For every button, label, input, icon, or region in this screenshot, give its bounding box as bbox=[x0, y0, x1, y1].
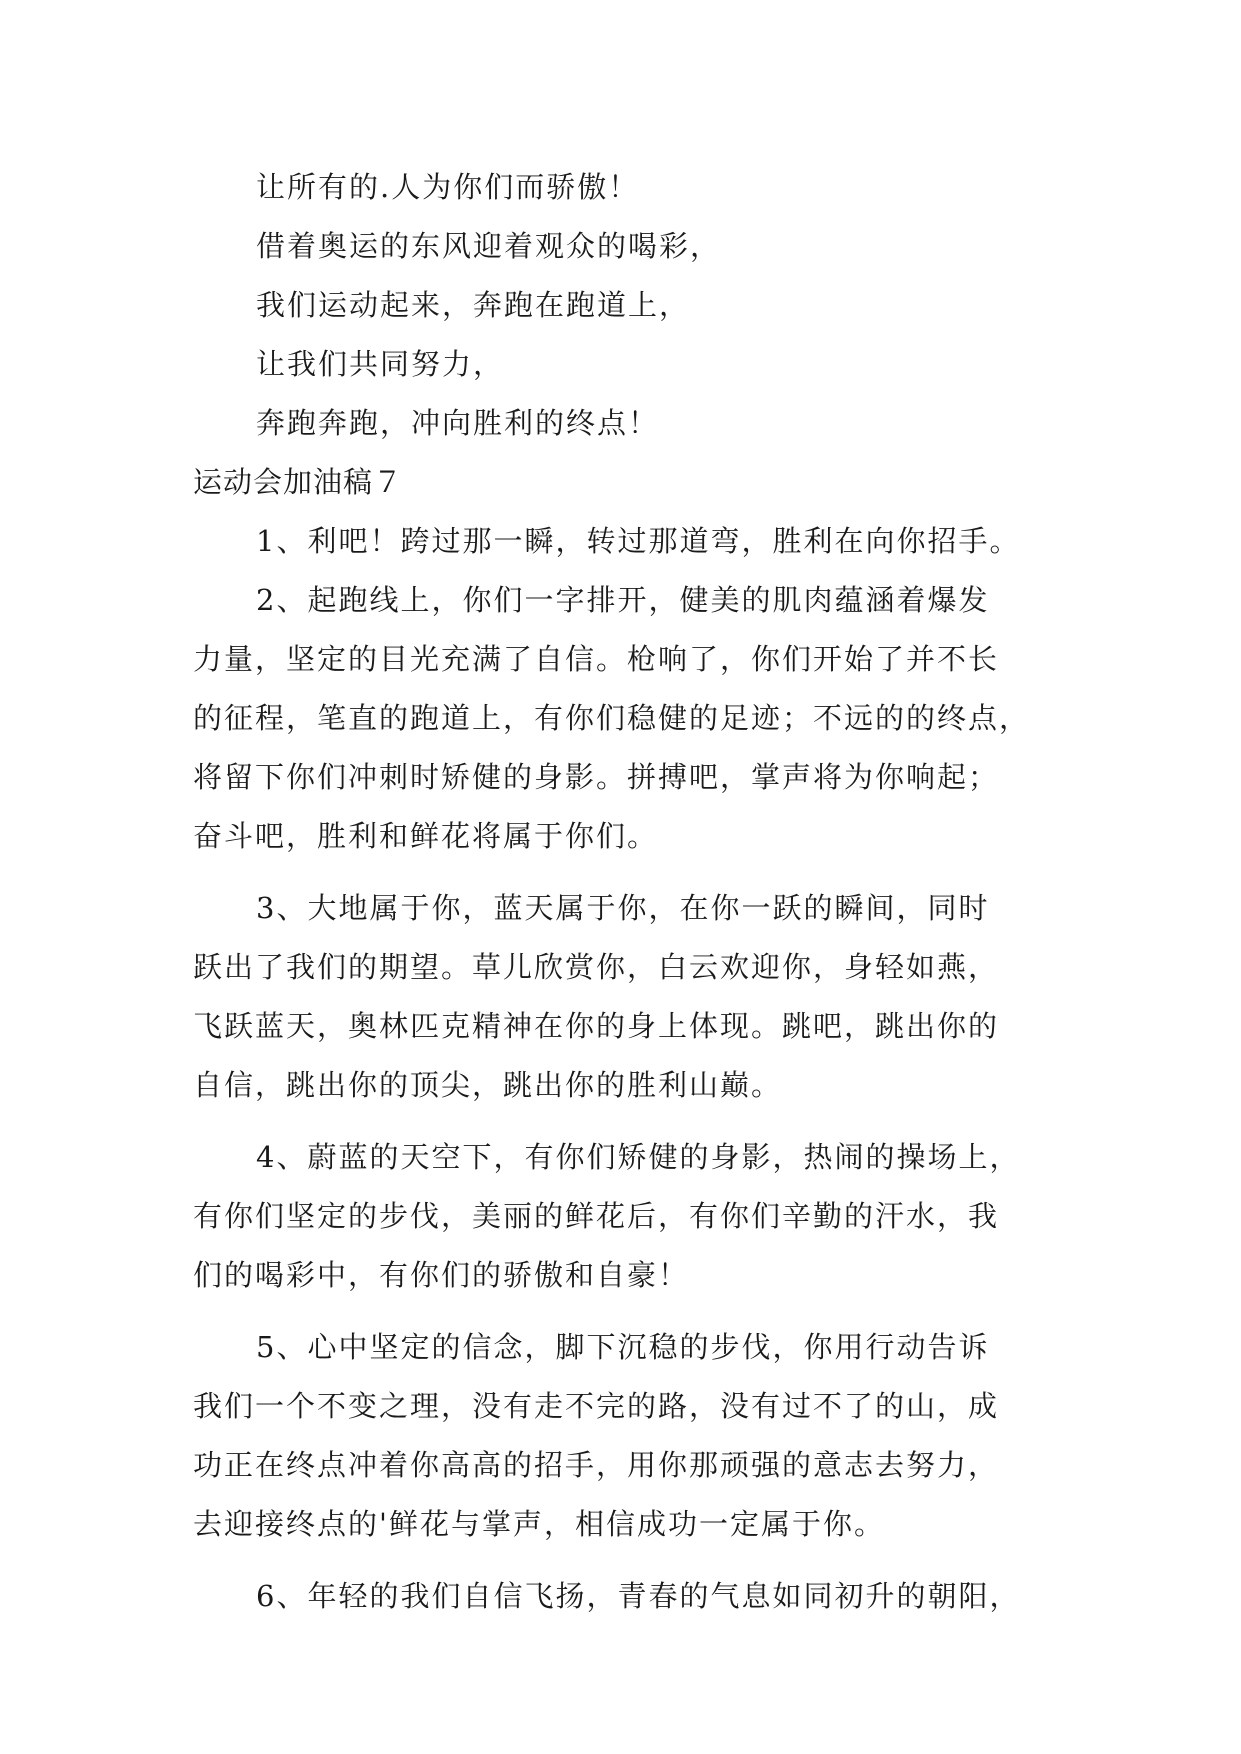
paragraph-line: 飞跃蓝天，奥林匹克精神在你的身上体现。跳吧，跳出你的 bbox=[193, 1009, 1000, 1043]
poem-line: 让我们共同努力， bbox=[256, 347, 505, 381]
paragraph-line: 6、年轻的我们自信飞扬，青春的气息如同初升的朝阳， bbox=[256, 1579, 1021, 1613]
paragraph-line: 3、大地属于你，蓝天属于你，在你一跃的瞬间，同时 bbox=[256, 891, 990, 925]
section-title: 运动会加油稿７ bbox=[193, 465, 404, 499]
poem-stanza bbox=[193, 158, 1073, 453]
paragraph-line: 我们一个不变之理，没有走不完的路，没有过不了的山，成 bbox=[193, 1389, 1000, 1423]
paragraph-gap bbox=[193, 1115, 1073, 1128]
paragraph-1 bbox=[193, 512, 1073, 571]
paragraph-4 bbox=[193, 1128, 1073, 1305]
paragraph-2 bbox=[193, 571, 1073, 866]
paragraph-line: 有你们坚定的步伐，美丽的鲜花后，有你们辛勤的汗水，我 bbox=[193, 1199, 1000, 1233]
paragraph-gap bbox=[193, 1305, 1073, 1318]
paragraph-line: 的征程，笔直的跑道上，有你们稳健的足迹；不远的的终点， bbox=[193, 701, 1031, 735]
paragraph-line: 功正在终点冲着你高高的招手，用你那顽强的意志去努力， bbox=[193, 1448, 1000, 1482]
document-body bbox=[193, 158, 1073, 1626]
paragraph-line: 去迎接终点的'鲜花与掌声，相信成功一定属于你。 bbox=[193, 1507, 885, 1541]
paragraph-line: 奋斗吧，胜利和鲜花将属于你们。 bbox=[193, 819, 659, 853]
paragraph-line: 2、起跑线上，你们一字排开，健美的肌肉蕴涵着爆发 bbox=[256, 583, 990, 617]
poem-line: 借着奥运的东风迎着观众的喝彩， bbox=[256, 229, 722, 263]
paragraph-line: 将留下你们冲刺时矫健的身影。拼搏吧，掌声将为你响起； bbox=[193, 760, 1000, 794]
paragraph-line: 自信，跳出你的顶尖，跳出你的胜利山巅。 bbox=[193, 1068, 783, 1102]
paragraph-line: 4、蔚蓝的天空下，有你们矫健的身影，热闹的操场上， bbox=[256, 1140, 1021, 1174]
paragraph-3 bbox=[193, 879, 1073, 1115]
paragraph-line: 们的喝彩中，有你们的骄傲和自豪！ bbox=[193, 1258, 690, 1292]
paragraph-gap bbox=[193, 1554, 1073, 1567]
paragraph-line: 5、心中坚定的信念，脚下沉稳的步伐，你用行动告诉 bbox=[256, 1330, 990, 1364]
paragraph-5 bbox=[193, 1318, 1073, 1554]
paragraph-6 bbox=[193, 1567, 1073, 1626]
poem-line: 让所有的.人为你们而骄傲！ bbox=[256, 170, 640, 204]
paragraph-gap bbox=[193, 866, 1073, 879]
poem-line: 奔跑奔跑，冲向胜利的终点！ bbox=[256, 406, 660, 440]
paragraph-line: 跃出了我们的期望。草儿欣赏你，白云欢迎你，身轻如燕， bbox=[193, 950, 1000, 984]
paragraph-line: 1、利吧！跨过那一瞬，转过那道弯，胜利在向你招手。 bbox=[256, 524, 1021, 558]
paragraph-line: 力量，坚定的目光充满了自信。枪响了，你们开始了并不长 bbox=[193, 642, 1000, 676]
poem-line: 我们运动起来，奔跑在跑道上， bbox=[256, 288, 691, 322]
